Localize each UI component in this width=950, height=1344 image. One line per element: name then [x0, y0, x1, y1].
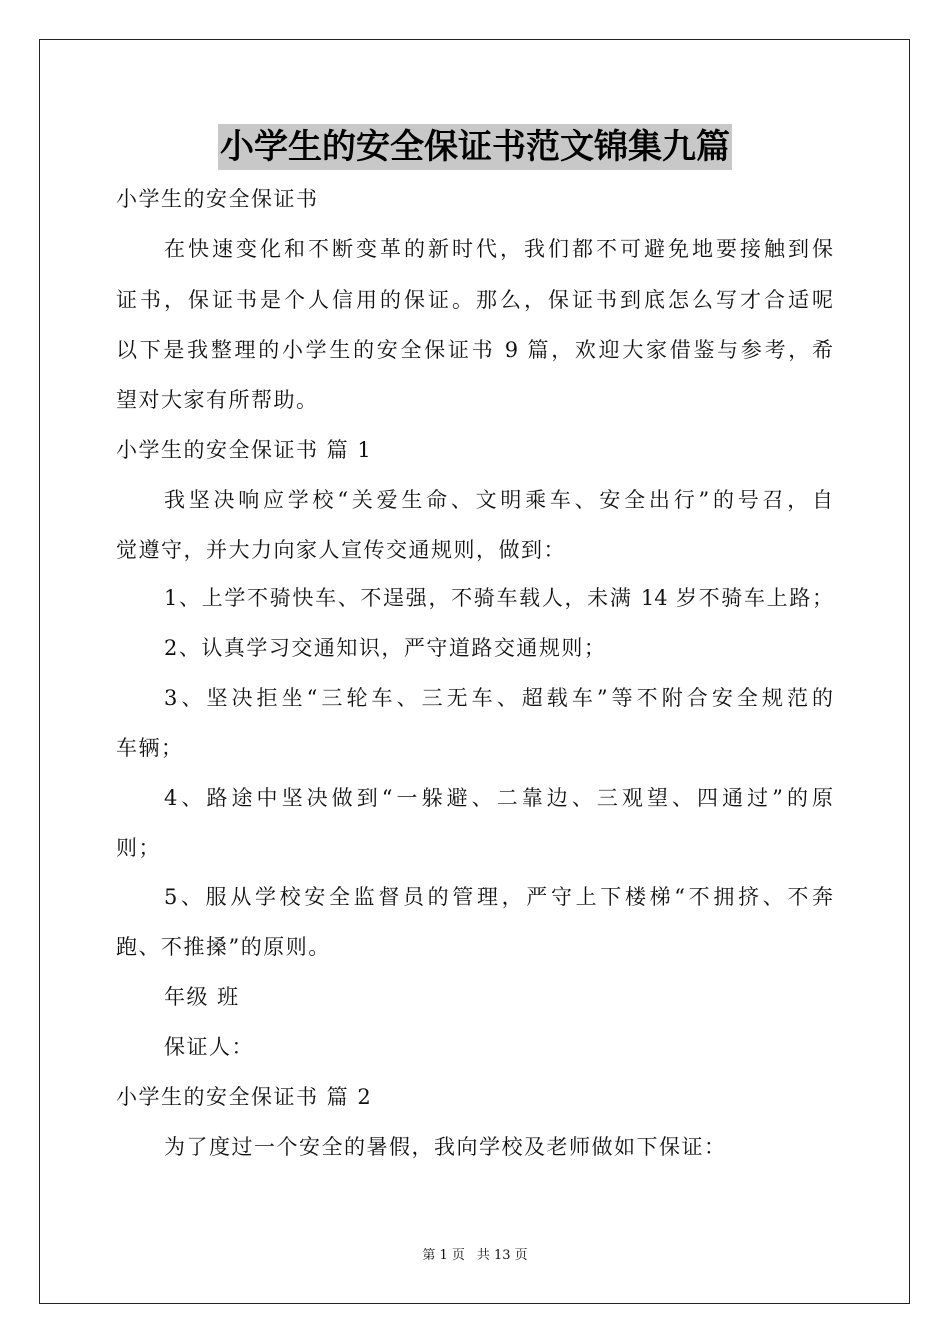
list-item: 4、路途中坚决做到“一躲避、二靠边、三观望、四通过”的原: [164, 786, 833, 810]
list-item-continued: 车辆；: [116, 736, 184, 760]
list-item-continued: 则；: [116, 836, 161, 860]
paragraph-line: 望对大家有所帮助。: [116, 388, 319, 412]
list-item: 2、认真学习交通知识，严守道路交通规则；: [164, 636, 607, 660]
list-item: 3、坚决拒坐“三轮车、三无车、超载车”等不附合安全规范的: [164, 686, 833, 710]
section-heading: 小学生的安全保证书: [116, 187, 319, 211]
paragraph-line: 以下是我整理的小学生的安全保证书 9 篇，欢迎大家借鉴与参考，希: [116, 338, 833, 362]
paragraph-line: 觉遵守，并大力向家人宣传交通规则，做到：: [116, 538, 566, 562]
page-footer: [0, 1247, 950, 1265]
section-heading: 小学生的安全保证书 篇 1: [116, 438, 373, 462]
title-wrap: [0, 124, 950, 170]
list-item: 1、上学不骑快车、不逞强，不骑车载人，未满 14 岁不骑车上路；: [164, 586, 833, 610]
page-total: 共 13 页: [476, 1248, 528, 1263]
list-item-continued: 跑、不推搡”的原则。: [116, 935, 331, 959]
list-item: 5、服从学校安全监督员的管理，严守上下楼梯“不拥挤、不奔: [164, 885, 833, 909]
page-border: [39, 39, 910, 1304]
paragraph-line: 为了度过一个安全的暑假，我向学校及老师做如下保证：: [164, 1135, 727, 1159]
paragraph-line: 证书，保证书是个人信用的保证。那么，保证书到底怎么写才合适呢: [116, 288, 833, 312]
guarantor-line: 保证人：: [164, 1035, 254, 1059]
paragraph-line: 在快速变化和不断变革的新时代，我们都不可避免地要接触到保: [164, 237, 833, 261]
grade-class-line: 年级 班: [164, 985, 240, 1009]
section-heading: 小学生的安全保证书 篇 2: [116, 1085, 373, 1109]
page-number: 第 1 页: [422, 1248, 465, 1263]
document-title: 小学生的安全保证书范文锦集九篇: [218, 124, 732, 170]
paragraph-line: 我坚决响应学校“关爱生命、文明乘车、安全出行”的号召，自: [164, 488, 833, 512]
